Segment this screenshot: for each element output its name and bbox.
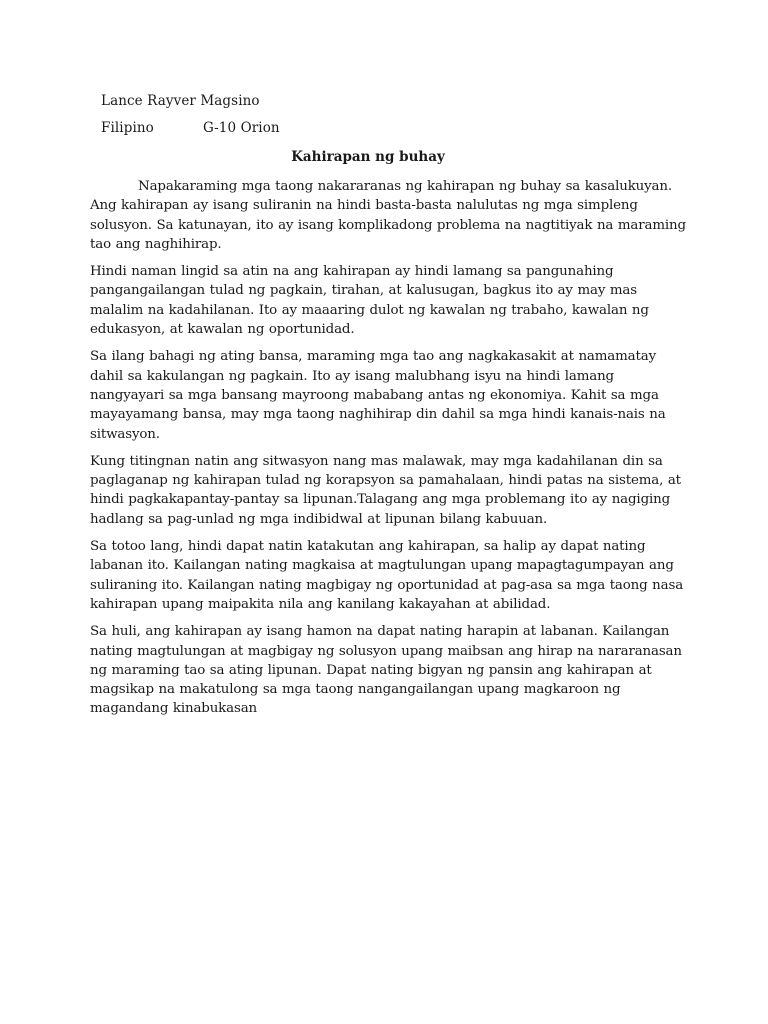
paragraph-6: Sa huli, ang kahirapan ay isang hamon na dapat nating harapin at labanan. Kailangan nating magtulungan at magbigay ng solusyon upang maibsan ang hirap na nararanasan ng maraming tao sa ating lipunan. Dapat nating bigyan ng pansin ang kahirapan at magsikap na makatulong sa mga taong nangangailangan upang magkaroon ng magandang kinabukasan bbox=[90, 624, 682, 717]
subject-label: Filipino bbox=[101, 120, 154, 136]
paragraph-1: Napakaraming mga taong nakararanas ng kahirapan ng buhay sa kasalukuyan. Ang kahirapan ay isang suliranin na hindi basta-basta nalulutas ng mga simpleng solusyon. Sa katunayan, ito ay isang komplikadong problema na nagtitiyak na maraming tao ang naghihirap. bbox=[90, 179, 686, 252]
essay-title: Kahirapan ng buhay bbox=[291, 149, 445, 165]
paragraph-4: Kung titingnan natin ang sitwasyon nang mas malawak, may mga kadahilanan din sa paglaganap ng kahirapan tulad ng korapsyon sa pamahalaan, hindi patas na sistema, at hindi pagkakapantay-pantay sa lipunan.Talagang ang mga problemang ito ay nagiging hadlang sa pag-unlad ng mga indibidwal at lipunan bilang kabuuan. bbox=[90, 453, 681, 527]
essay-body bbox=[90, 177, 690, 727]
essay-title-row bbox=[0, 148, 768, 166]
author-name: Lance Rayver Magsino bbox=[101, 93, 260, 109]
paragraph-3: Sa ilang bahagi ng ating bansa, maraming mga tao ang nagkakasakit at namamatay dahil sa kakulangan ng pagkain. Ito ay isang malubhang isyu na hindi lamang nangyayari sa mga bansang mayroong mababang antas ng ekonomiya. Kahit sa mga mayayamang bansa, may mga taong naghihirap din dahil sa mga hindi kanais-nais na sitwasyon. bbox=[90, 349, 666, 442]
section-label: G-10 Orion bbox=[203, 120, 280, 136]
paragraph-5: Sa totoo lang, hindi dapat natin katakutan ang kahirapan, sa halip ay dapat nating labanan ito. Kailangan nating magkaisa at magtulungan upang mapagtagumpayan ang suliraning ito. Kailangan nating magbigay ng oportunidad at pag-asa sa mga taong nasa kahirapan upang maipakita nila ang kanilang kakayahan at abilidad. bbox=[90, 539, 684, 612]
paragraph-2: Hindi naman lingid sa atin na ang kahirapan ay hindi lamang sa pangunahing pangangailangan tulad ng pagkain, tirahan, at kalusugan, bagkus ito ay may mas malalim na kadahilanan. Ito ay maaaring dulot ng kawalan ng trabaho, kawalan ng edukasyon, at kawalan ng oportunidad. bbox=[90, 264, 649, 338]
